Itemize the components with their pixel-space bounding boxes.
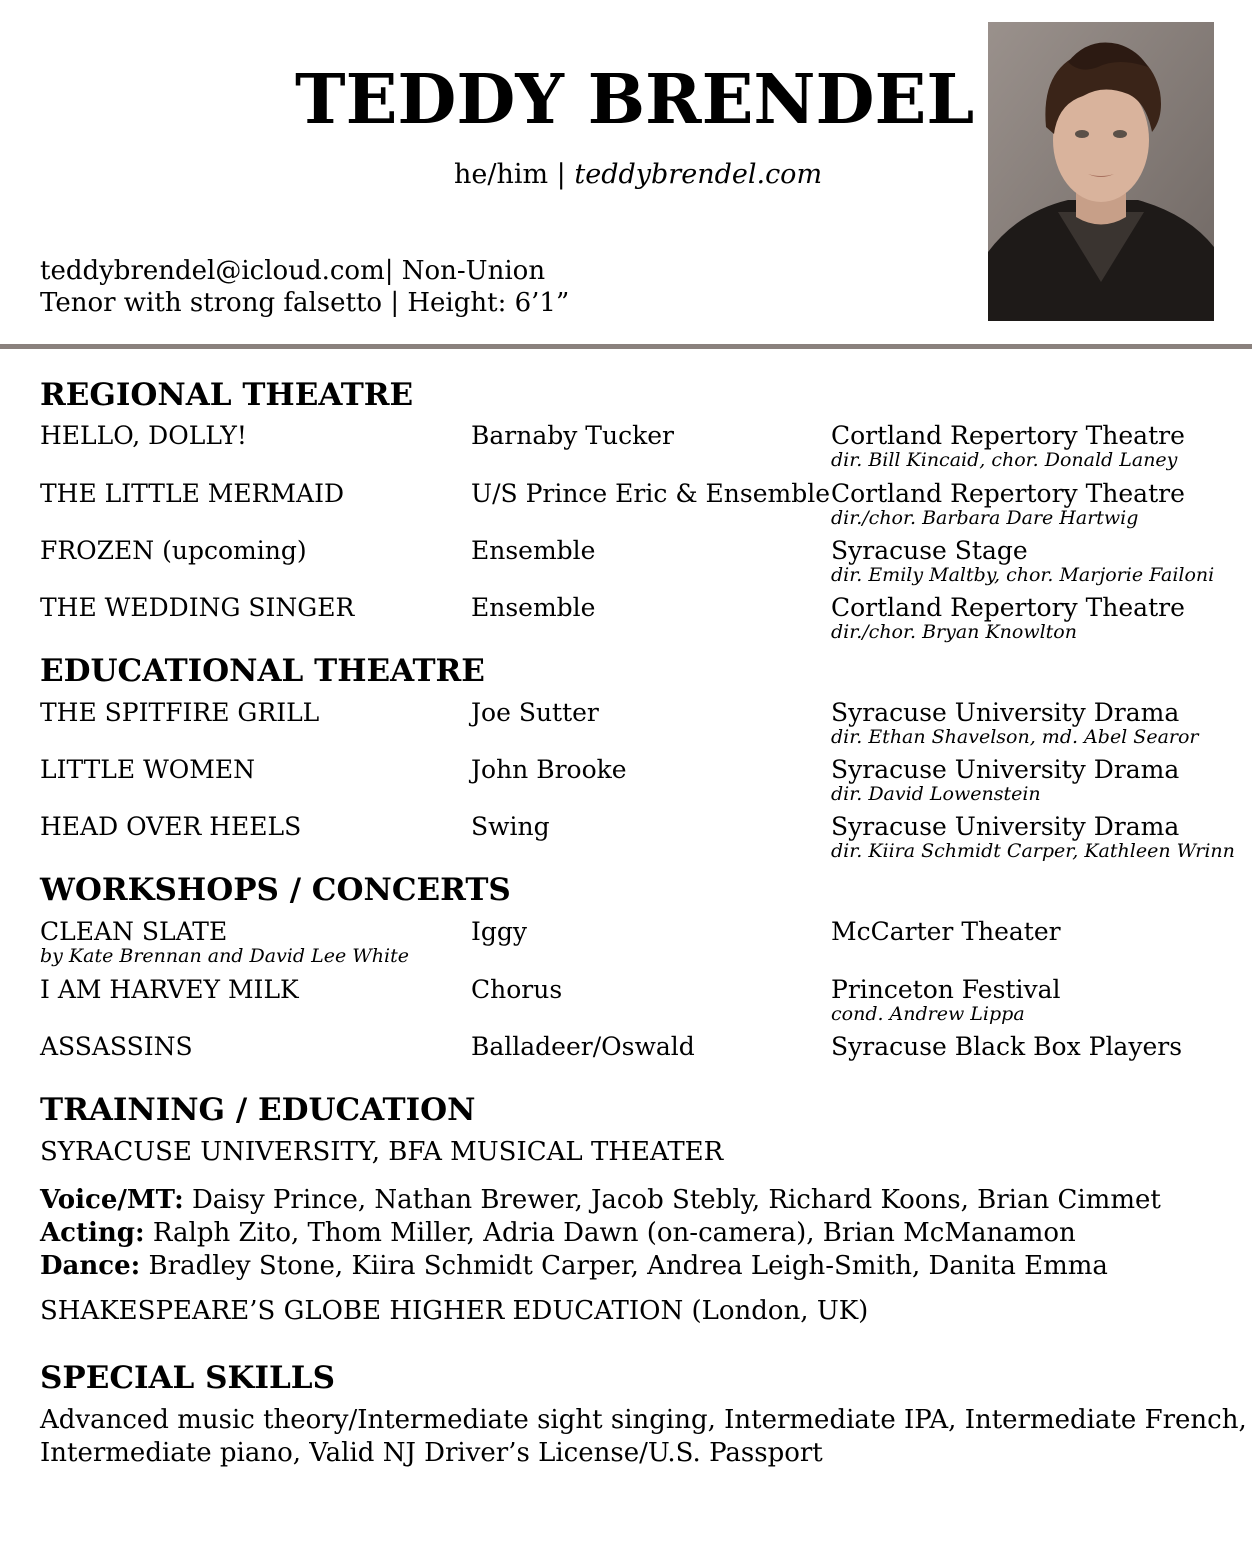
show-title: THE WEDDING SINGER bbox=[40, 593, 355, 622]
headshot-photo-art bbox=[988, 22, 1214, 321]
role: Chorus bbox=[471, 975, 563, 1004]
skills-line: Intermediate piano, Valid NJ Driver’s License/U.S. Passport bbox=[40, 1438, 823, 1468]
show-title: I AM HARVEY MILK bbox=[40, 975, 299, 1004]
role: Barnaby Tucker bbox=[471, 421, 674, 450]
role: Swing bbox=[471, 812, 550, 841]
role: U/S Prince Eric & Ensemble bbox=[471, 479, 830, 508]
pronouns-website-line bbox=[454, 158, 822, 192]
resume-name: TEDDY BRENDEL bbox=[295, 60, 975, 140]
email-union-line: teddybrendel@icloud.com| Non-Union bbox=[40, 256, 546, 286]
voice-height-line: Tenor with strong falsetto | Height: 6’1” bbox=[40, 288, 570, 318]
show-title: FROZEN (upcoming) bbox=[40, 536, 307, 565]
venue: Princeton Festival bbox=[831, 975, 1061, 1004]
dance-teachers-line bbox=[40, 1250, 1108, 1283]
skills-line: Advanced music theory/Intermediate sight singing, Intermediate IPA, Intermediate French, bbox=[40, 1405, 1247, 1435]
role: Joe Sutter bbox=[471, 698, 599, 727]
section-heading-training: TRAINING / EDUCATION bbox=[40, 1092, 476, 1128]
header-divider bbox=[0, 344, 1252, 349]
dance-teachers: Bradley Stone, Kiira Schmidt Carper, Andrea Leigh-Smith, Danita Emma bbox=[140, 1251, 1108, 1281]
creative-credit: dir. Ethan Shavelson, md. Abel Searor bbox=[831, 726, 1199, 748]
school-line: SYRACUSE UNIVERSITY, BFA MUSICAL THEATER bbox=[40, 1137, 724, 1167]
venue: Syracuse Black Box Players bbox=[831, 1032, 1183, 1061]
show-title: THE SPITFIRE GRILL bbox=[40, 698, 320, 727]
pronouns: he/him | bbox=[454, 159, 566, 190]
venue: Cortland Repertory Theatre bbox=[831, 593, 1185, 622]
headshot-photo bbox=[988, 22, 1214, 321]
show-title: THE LITTLE MERMAID bbox=[40, 479, 345, 508]
role: Ensemble bbox=[471, 536, 596, 565]
contact-block bbox=[40, 255, 569, 319]
show-title: HEAD OVER HEELS bbox=[40, 812, 302, 841]
show-title: LITTLE WOMEN bbox=[40, 755, 256, 784]
role: Balladeer/Oswald bbox=[471, 1032, 695, 1061]
section-heading-workshops: WORKSHOPS / CONCERTS bbox=[40, 872, 511, 908]
venue: Syracuse Stage bbox=[831, 536, 1028, 565]
creative-credit: cond. Andrew Lippa bbox=[831, 1003, 1025, 1025]
writer-credit: by Kate Brennan and David Lee White bbox=[40, 945, 409, 967]
voice-label: Voice/MT: bbox=[40, 1185, 184, 1215]
voice-teachers-line bbox=[40, 1184, 1161, 1217]
section-heading-skills: SPECIAL SKILLS bbox=[40, 1360, 335, 1396]
acting-teachers: Ralph Zito, Thom Miller, Adria Dawn (on-camera), Brian McManamon bbox=[144, 1218, 1076, 1248]
show-title: ASSASSINS bbox=[40, 1032, 193, 1061]
show-title: HELLO, DOLLY! bbox=[40, 421, 247, 450]
venue: Syracuse University Drama bbox=[831, 755, 1180, 784]
creative-credit: dir./chor. Bryan Knowlton bbox=[831, 621, 1077, 643]
role: Ensemble bbox=[471, 593, 596, 622]
venue: Syracuse University Drama bbox=[831, 698, 1180, 727]
role: Iggy bbox=[471, 917, 528, 946]
creative-credit: dir./chor. Barbara Dare Hartwig bbox=[831, 507, 1139, 529]
website-link[interactable]: teddybrendel.com bbox=[574, 159, 823, 190]
globe-line: SHAKESPEARE’S GLOBE HIGHER EDUCATION (London, UK) bbox=[40, 1296, 869, 1326]
creative-credit: dir. Kiira Schmidt Carper, Kathleen Wrinn bbox=[831, 840, 1235, 862]
dance-label: Dance: bbox=[40, 1251, 141, 1281]
creative-credit: dir. Emily Maltby, chor. Marjorie Failoni bbox=[831, 564, 1215, 586]
acting-teachers-line bbox=[40, 1217, 1076, 1250]
voice-teachers: Daisy Prince, Nathan Brewer, Jacob Stebly, Richard Koons, Brian Cimmet bbox=[183, 1185, 1161, 1215]
venue: Cortland Repertory Theatre bbox=[831, 421, 1185, 450]
section-heading-educational: EDUCATIONAL THEATRE bbox=[40, 653, 485, 689]
venue: Syracuse University Drama bbox=[831, 812, 1180, 841]
creative-credit: dir. Bill Kincaid, chor. Donald Laney bbox=[831, 449, 1178, 471]
role: John Brooke bbox=[471, 755, 627, 784]
creative-credit: dir. David Lowenstein bbox=[831, 783, 1041, 805]
acting-label: Acting: bbox=[40, 1218, 145, 1248]
venue: Cortland Repertory Theatre bbox=[831, 479, 1185, 508]
venue: McCarter Theater bbox=[831, 917, 1061, 946]
show-title: CLEAN SLATE bbox=[40, 917, 228, 946]
section-heading-regional: REGIONAL THEATRE bbox=[40, 377, 414, 413]
